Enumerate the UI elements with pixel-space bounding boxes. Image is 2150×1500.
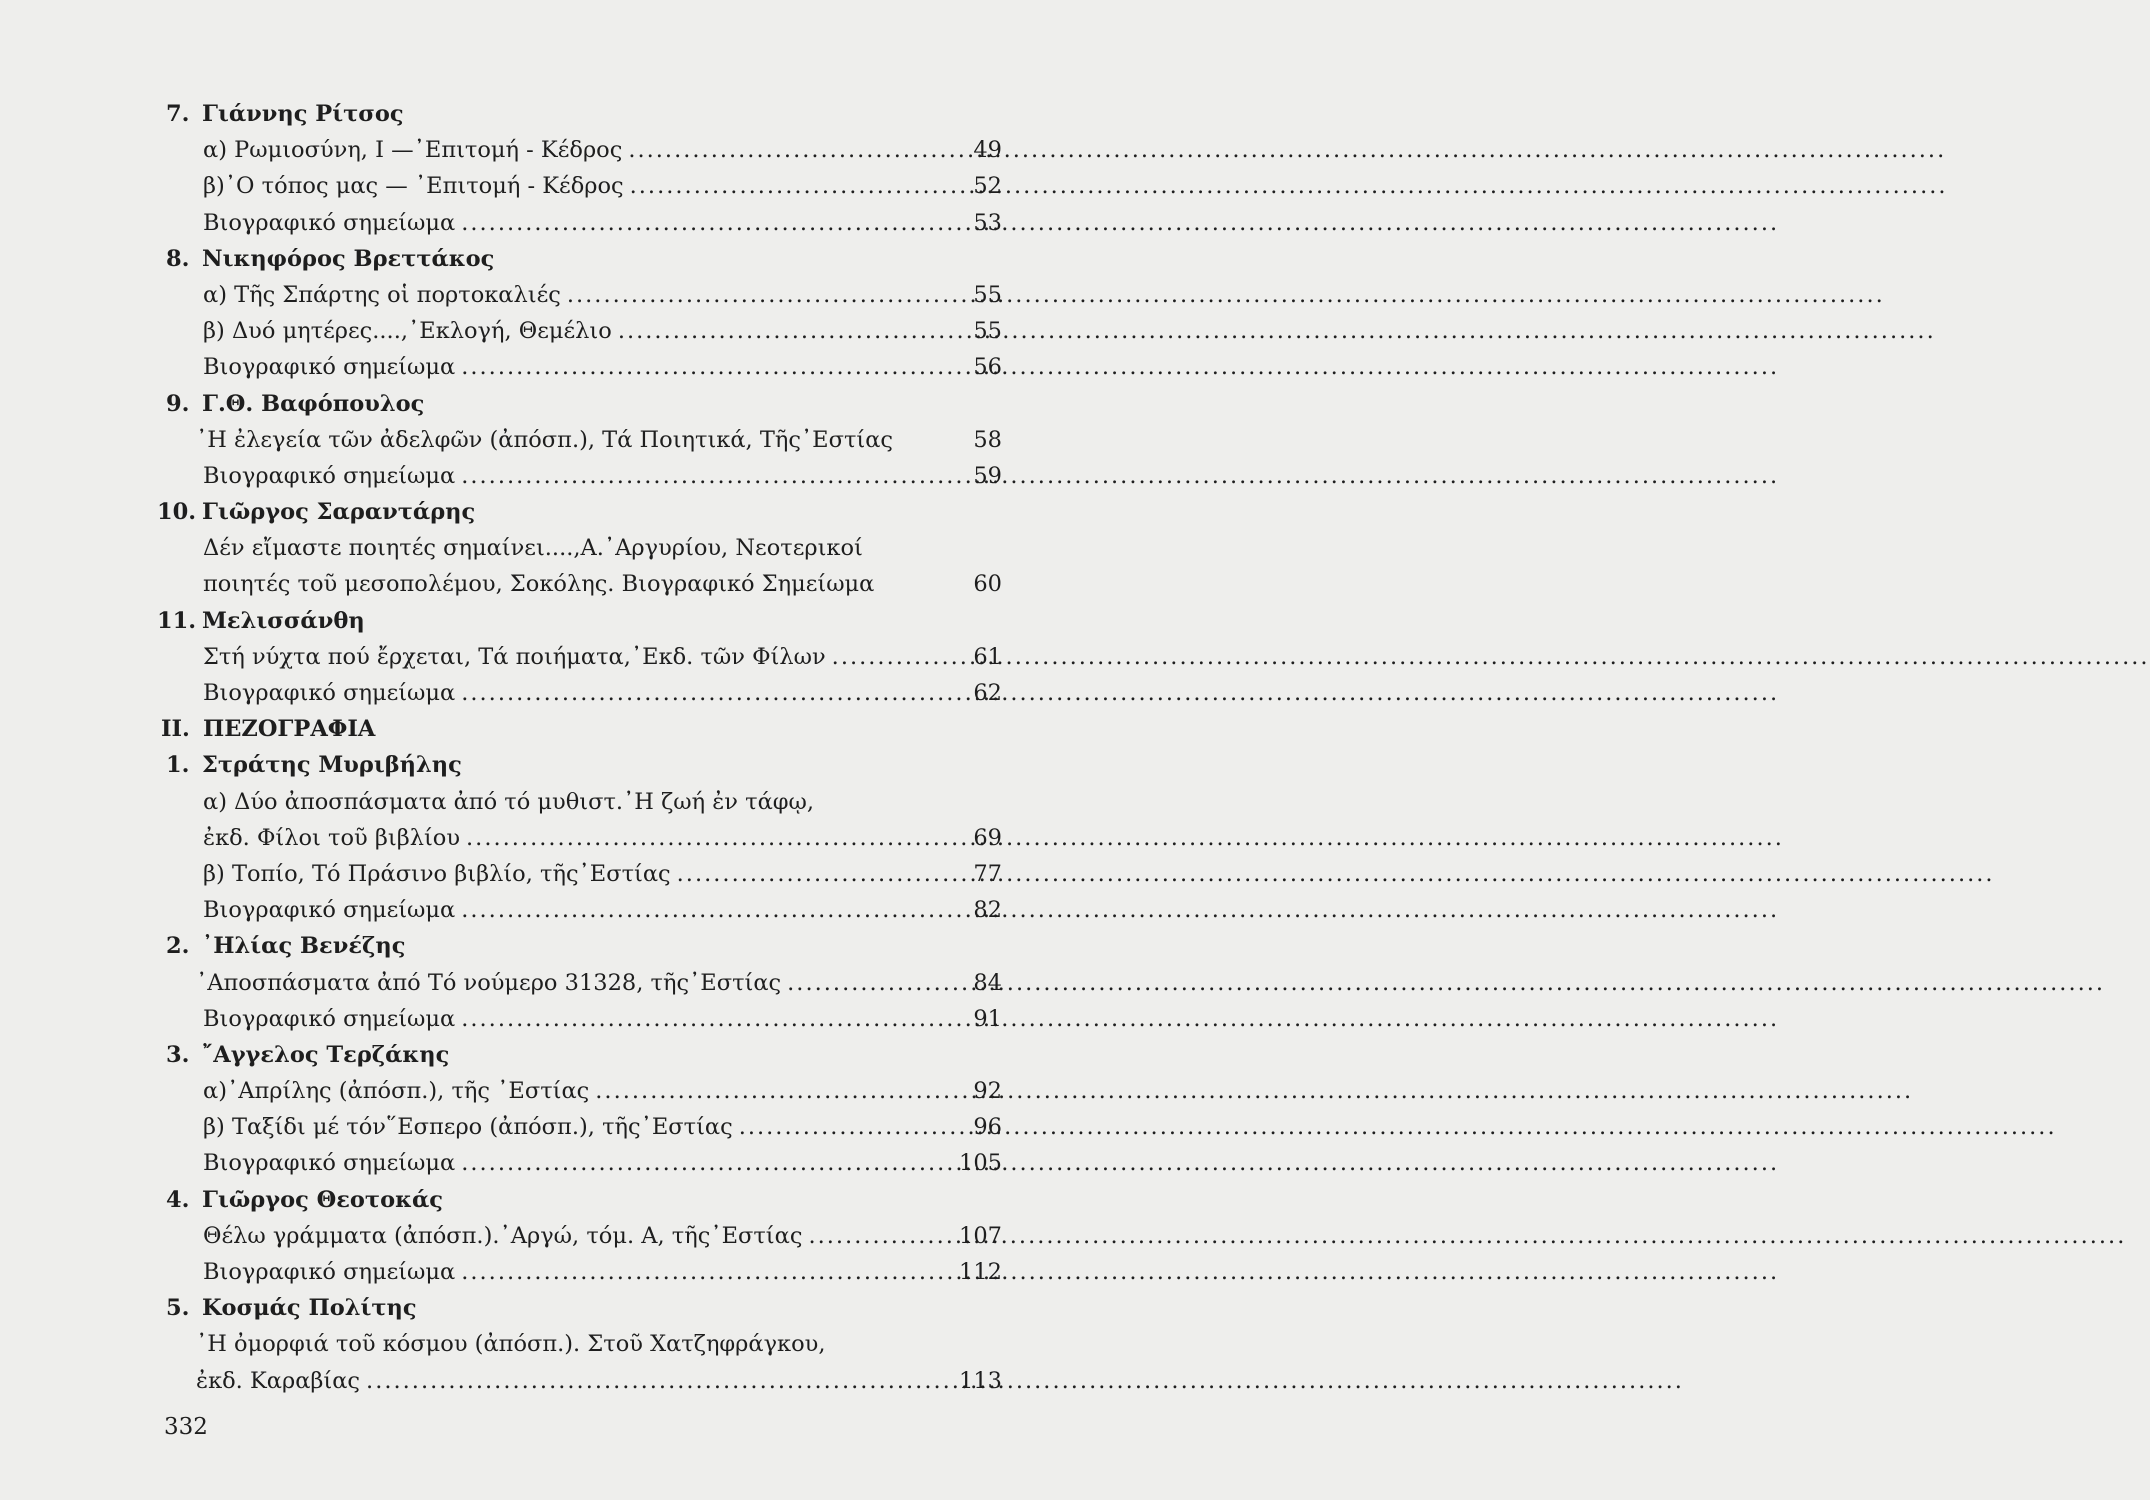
toc-author-heading (166, 928, 1002, 964)
toc-entry (166, 1145, 1002, 1181)
toc-entry-row (203, 1145, 1002, 1181)
toc-heading-text: Γιῶργος Σαραντάρης (202, 499, 476, 526)
toc-entry-text: Στή νύχτα πού ἔρχεται, Τά ποιήματα,᾽Εκδ. τῶν Φίλων (203, 643, 826, 670)
dot-leader (466, 820, 966, 856)
toc-item-number: 4. (166, 1186, 190, 1213)
toc-heading-text: ῎Αγγελος Τερζάκης (202, 1041, 450, 1068)
toc-item-number: II. (161, 716, 190, 743)
toc-heading-text: Γιάννης Ρίτσος (202, 101, 404, 127)
toc-entry-row (203, 1254, 1002, 1290)
toc-entry-text: Δέν εἴμαστε ποιητές σημαίνει....,Α.᾽Αργυρίου, Νεοτερικοί (203, 535, 863, 562)
toc-entry (166, 675, 1002, 711)
dot-leader (677, 856, 966, 892)
toc-heading-text: Στράτης Μυριβήλης (202, 752, 462, 779)
toc-entry-continuation (166, 530, 1002, 566)
toc-item-number: 7. (166, 101, 190, 127)
dot-leader (832, 639, 966, 675)
toc-entry-text: Βιογραφικό σημείωμα (203, 209, 456, 236)
toc-entry (166, 892, 1002, 928)
toc-entry-text: ᾽Αποσπάσματα ἀπό Τό νούμερο 31328, τῆς᾽Εστίας (196, 969, 782, 996)
toc-entry-text: β) Τοπίο, Τό Πράσινο βιβλίο, τῆς᾽Εστίας (203, 860, 671, 887)
toc-entry (166, 1001, 1002, 1037)
toc-section-heading (161, 711, 1002, 747)
toc-entry (166, 168, 1002, 204)
toc-page-number: 62 (973, 680, 1002, 706)
toc-entry (166, 1254, 1002, 1290)
toc-item-number: 1. (166, 752, 190, 779)
toc-entry-text: ᾽Η ὀμορφιά τοῦ κόσμου (ἀπόσπ.). Στοῦ Χατζηφράγκου, (196, 1331, 826, 1358)
toc-page-number: 56 (973, 354, 1002, 381)
dot-leader (461, 892, 966, 928)
toc-entry-row (203, 458, 1002, 494)
toc-entry-row (203, 820, 1002, 856)
toc-entry (166, 856, 1002, 892)
dot-leader (461, 205, 966, 241)
toc-heading-text: Γιῶργος Θεοτοκάς (202, 1186, 443, 1213)
toc-entry-continuation (166, 784, 1002, 820)
toc-entry (166, 205, 1002, 241)
toc-entry-row (203, 892, 1002, 928)
toc-entry-row (196, 422, 1002, 458)
toc-item-number: 9. (166, 390, 190, 417)
toc-entry-row (203, 1109, 1002, 1145)
dot-leader (461, 458, 966, 494)
toc-entry (166, 1073, 1002, 1109)
toc-page-number: 105 (959, 1150, 1002, 1177)
toc-entry (166, 820, 1002, 856)
dot-leader (787, 965, 966, 1001)
page-number: 332 (164, 1414, 208, 1440)
toc-entry-continuation (166, 1326, 1002, 1362)
toc-entry-row (203, 1001, 1002, 1037)
toc-entry-row (203, 205, 1002, 241)
toc-page-number: 112 (959, 1259, 1002, 1285)
toc-page-number: 55 (973, 318, 1002, 345)
toc-author-heading (166, 241, 1002, 277)
toc-page-number: 77 (973, 860, 1002, 887)
toc-entry-row (203, 639, 1002, 675)
toc-page-number: 107 (959, 1222, 1002, 1249)
toc-entry-row (196, 1363, 1002, 1399)
toc-heading-text: ΠΕΖΟΓΡΑΦΙΑ (203, 716, 376, 743)
toc-entry-row (203, 313, 1002, 349)
toc-entry (166, 458, 1002, 494)
toc-entry-row (196, 965, 1002, 1001)
toc-entry-row (203, 856, 1002, 892)
toc-page-number: 49 (973, 137, 1002, 164)
toc-author-heading (166, 1037, 1002, 1073)
toc-page-number: 82 (973, 897, 1002, 924)
toc-item-number: 2. (166, 933, 190, 960)
toc-author-heading (157, 494, 1002, 530)
toc-entry-text: Βιογραφικό σημείωμα (203, 680, 456, 706)
toc-entry-row (203, 132, 1002, 168)
toc-entry (166, 277, 1002, 313)
toc-entry-text: ἐκδ. Φίλοι τοῦ βιβλίου (203, 824, 461, 851)
toc-entry-row (203, 277, 1002, 313)
toc-entry-row (203, 168, 1002, 204)
dot-leader (618, 313, 966, 349)
toc-page-number: 60 (973, 571, 1002, 598)
dot-leader (630, 168, 966, 204)
toc-author-heading (166, 1290, 1002, 1326)
toc-entry-row (203, 349, 1002, 385)
dot-leader (461, 1254, 953, 1290)
table-of-contents (157, 96, 1002, 1399)
toc-author-heading (166, 1182, 1002, 1218)
toc-entry-row (203, 1218, 1002, 1254)
dot-leader (461, 1001, 966, 1037)
dot-leader (739, 1109, 966, 1145)
dot-leader (461, 349, 966, 385)
toc-entry (166, 1109, 1002, 1145)
toc-entry-text: Βιογραφικό σημείωμα (203, 354, 456, 381)
toc-entry-text: ἐκδ. Καραβίας (196, 1367, 361, 1394)
toc-item-number: 5. (166, 1295, 190, 1322)
toc-author-heading (166, 386, 1002, 422)
toc-item-number: 11. (157, 607, 197, 634)
toc-entry (166, 639, 1002, 675)
toc-entry-text: α) Ρωμιοσύνη, I —᾽Επιτομή - Κέδρος (203, 137, 623, 164)
toc-author-heading (157, 603, 1002, 639)
dot-leader (808, 1218, 953, 1254)
toc-entry (166, 422, 1002, 458)
dot-leader (595, 1073, 966, 1109)
toc-page-number: 91 (973, 1005, 1002, 1032)
toc-entry-row (203, 675, 1002, 711)
toc-item-number: 8. (166, 245, 190, 272)
toc-heading-text: Γ.Θ. Βαφόπουλος (202, 390, 425, 417)
toc-page-number: 69 (973, 824, 1002, 851)
toc-entry (166, 313, 1002, 349)
toc-entry-text: Θέλω γράμματα (ἀπόσπ.).᾽Αργώ, τόμ. Α, τῆς᾽Εστίας (203, 1222, 803, 1249)
toc-entry-text: α) Τῆς Σπάρτης οἱ πορτοκαλιές (203, 281, 561, 308)
dot-leader (366, 1363, 953, 1399)
dot-leader (461, 675, 966, 711)
toc-entry-text: α)᾽Απρίλης (ἀπόσπ.), τῆς ᾽Εστίας (203, 1078, 590, 1105)
toc-heading-text: Νικηφόρος Βρεττάκος (202, 245, 495, 272)
toc-page-number: 96 (973, 1114, 1002, 1141)
toc-entry (166, 349, 1002, 385)
toc-entry-text: Βιογραφικό σημείωμα (203, 462, 456, 489)
dot-leader (628, 132, 966, 168)
toc-item-number: 3. (166, 1041, 190, 1068)
toc-entry-text: Βιογραφικό σημείωμα (203, 897, 456, 924)
toc-page-number: 58 (973, 426, 1002, 453)
toc-entry (166, 965, 1002, 1001)
toc-page-number: 55 (973, 281, 1002, 308)
toc-heading-text: Κοσμάς Πολίτης (202, 1295, 417, 1322)
toc-entry (166, 132, 1002, 168)
toc-entry (166, 1363, 1002, 1399)
dot-leader (461, 1145, 953, 1181)
toc-entry-row (203, 1073, 1002, 1109)
dot-leader (567, 277, 966, 313)
toc-entry-text: α) Δύο ἀποσπάσματα ἀπό τό μυθιστ.᾽Η ζωή ἐν τάφῳ, (203, 788, 815, 815)
toc-author-heading (166, 96, 1002, 132)
toc-entry-text: β) Ταξίδι μέ τόν῞Εσπερο (ἀπόσπ.), τῆς᾽Εστίας (203, 1114, 733, 1141)
toc-page-number: 61 (973, 643, 1002, 670)
toc-entry (166, 566, 1002, 602)
toc-page-number: 92 (973, 1078, 1002, 1105)
toc-entry-text: ᾽Η ἐλεγεία τῶν ἀδελφῶν (ἀπόσπ.), Τά Ποιητικά, Τῆς᾽Εστίας (196, 426, 894, 453)
toc-entry-text: β) Δυό μητέρες....,᾽Εκλογή, Θεμέλιο (203, 318, 612, 345)
toc-heading-text: Μελισσάνθη (202, 607, 365, 634)
toc-entry (166, 1218, 1002, 1254)
toc-author-heading (166, 747, 1002, 783)
toc-entry-row (203, 566, 1002, 602)
toc-entry-text: Βιογραφικό σημείωμα (203, 1259, 456, 1285)
toc-heading-text: ᾽Ηλίας Βενέζης (202, 933, 406, 960)
toc-entry-text: Βιογραφικό σημείωμα (203, 1005, 456, 1032)
toc-page-number: 59 (973, 462, 1002, 489)
toc-item-number: 10. (157, 499, 197, 526)
toc-entry-text: Βιογραφικό σημείωμα (203, 1150, 456, 1177)
toc-page-number: 53 (973, 209, 1002, 236)
toc-page-number: 52 (973, 173, 1002, 200)
toc-entry-text: ποιητές τοῦ μεσοπολέμου, Σοκόλης. Βιογραφικό Σημείωμα (203, 571, 875, 598)
toc-entry-text: β)᾽Ο τόπος μας — ᾽Επιτομή - Κέδρος (203, 173, 624, 200)
toc-page-number: 113 (959, 1367, 1002, 1394)
toc-page-number: 84 (973, 969, 1002, 996)
